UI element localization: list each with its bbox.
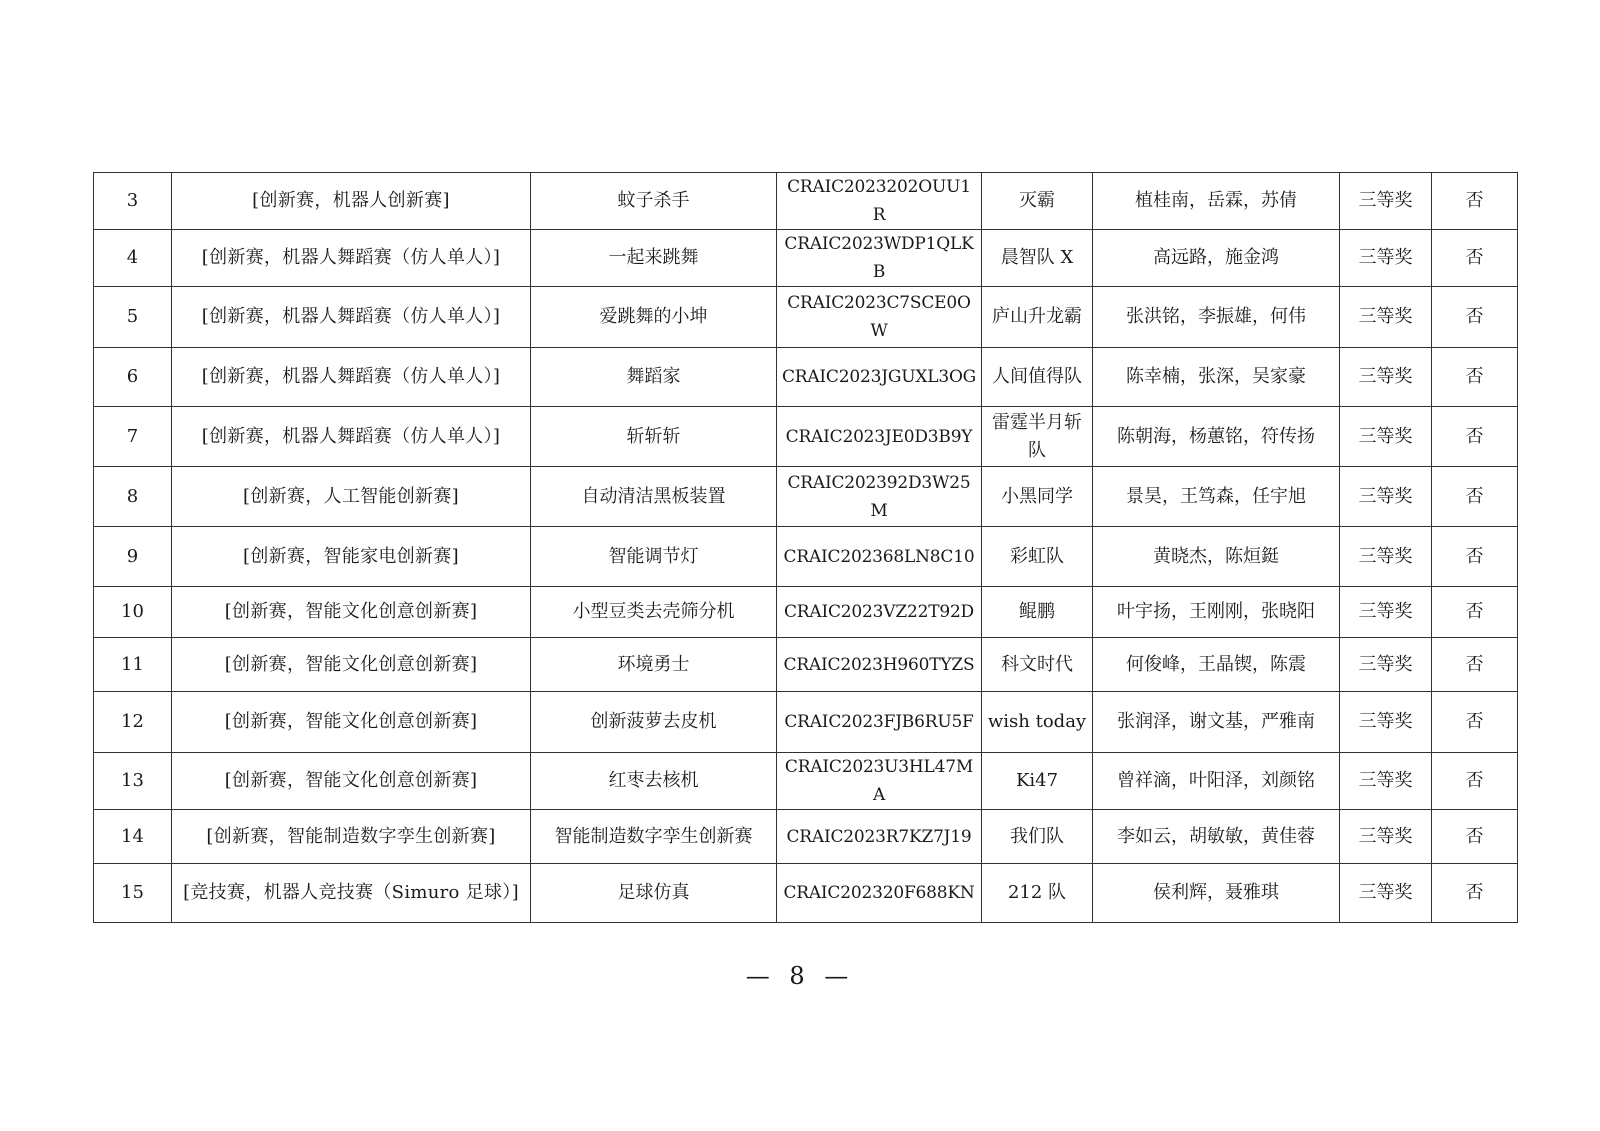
table-body xyxy=(94,173,1518,923)
award-cell: 三等奖 xyxy=(1340,527,1432,587)
table-row xyxy=(94,348,1518,407)
flag-cell: 否 xyxy=(1432,810,1518,864)
category-cell: [创新赛，机器人舞蹈赛（仿人单人）] xyxy=(172,348,531,407)
row-number-cell: 13 xyxy=(94,753,172,810)
team-name-cell: 雷霆半月斩队 xyxy=(982,407,1093,467)
work-title-cell: 爱跳舞的小坤 xyxy=(531,287,777,348)
members-cell: 张洪铭，李振雄，何伟 xyxy=(1093,287,1340,348)
team-name-cell: 庐山升龙霸 xyxy=(982,287,1093,348)
category-cell: [创新赛，智能家电创新赛] xyxy=(172,527,531,587)
table-row xyxy=(94,407,1518,467)
team-name-cell: 晨智队 X xyxy=(982,230,1093,287)
members-cell: 黄晓杰，陈烜鋌 xyxy=(1093,527,1340,587)
work-title-cell: 环境勇士 xyxy=(531,638,777,692)
flag-cell: 否 xyxy=(1432,864,1518,923)
team-name-cell: 212 队 xyxy=(982,864,1093,923)
award-cell: 三等奖 xyxy=(1340,638,1432,692)
team-name-cell: Ki47 xyxy=(982,753,1093,810)
work-code-cell: CRAIC2023FJB6RU5F xyxy=(777,692,982,753)
award-cell: 三等奖 xyxy=(1340,810,1432,864)
flag-cell: 否 xyxy=(1432,692,1518,753)
table-row xyxy=(94,692,1518,753)
table-row xyxy=(94,287,1518,348)
work-title-cell: 蚊子杀手 xyxy=(531,173,777,230)
row-number-cell: 5 xyxy=(94,287,172,348)
members-cell: 植桂南，岳霖，苏倩 xyxy=(1093,173,1340,230)
work-code-cell: CRAIC2023U3HL47MA xyxy=(777,753,982,810)
row-number-cell: 8 xyxy=(94,467,172,527)
work-code-cell: CRAIC2023202OUU1R xyxy=(777,173,982,230)
team-name-cell: 我们队 xyxy=(982,810,1093,864)
category-cell: [创新赛，机器人舞蹈赛（仿人单人）] xyxy=(172,407,531,467)
page-number: — 8 — xyxy=(745,962,855,990)
work-code-cell: CRAIC2023JE0D3B9Y xyxy=(777,407,982,467)
team-name-cell: wish today xyxy=(982,692,1093,753)
work-code-cell: CRAIC2023H960TYZS xyxy=(777,638,982,692)
category-cell: [创新赛，机器人舞蹈赛（仿人单人）] xyxy=(172,230,531,287)
row-number-cell: 15 xyxy=(94,864,172,923)
members-cell: 何俊峰，王晶锲，陈震 xyxy=(1093,638,1340,692)
flag-cell: 否 xyxy=(1432,527,1518,587)
members-cell: 曾祥滴，叶阳泽，刘颜铭 xyxy=(1093,753,1340,810)
flag-cell: 否 xyxy=(1432,230,1518,287)
team-name-cell: 小黑同学 xyxy=(982,467,1093,527)
work-title-cell: 红枣去核机 xyxy=(531,753,777,810)
row-number-cell: 7 xyxy=(94,407,172,467)
row-number-cell: 10 xyxy=(94,587,172,638)
table-row xyxy=(94,230,1518,287)
work-code-cell: CRAIC2023C7SCE0OW xyxy=(777,287,982,348)
award-table xyxy=(93,172,1518,923)
members-cell: 高远路，施金鸿 xyxy=(1093,230,1340,287)
award-cell: 三等奖 xyxy=(1340,467,1432,527)
award-cell: 三等奖 xyxy=(1340,587,1432,638)
table-row xyxy=(94,638,1518,692)
flag-cell: 否 xyxy=(1432,753,1518,810)
row-number-cell: 14 xyxy=(94,810,172,864)
work-title-cell: 小型豆类去壳筛分机 xyxy=(531,587,777,638)
row-number-cell: 6 xyxy=(94,348,172,407)
team-name-cell: 彩虹队 xyxy=(982,527,1093,587)
award-cell: 三等奖 xyxy=(1340,230,1432,287)
award-cell: 三等奖 xyxy=(1340,692,1432,753)
award-cell: 三等奖 xyxy=(1340,407,1432,467)
work-code-cell: CRAIC2023R7KZ7J19 xyxy=(777,810,982,864)
flag-cell: 否 xyxy=(1432,467,1518,527)
category-cell: [创新赛，智能制造数字孪生创新赛] xyxy=(172,810,531,864)
row-number-cell: 12 xyxy=(94,692,172,753)
flag-cell: 否 xyxy=(1432,287,1518,348)
flag-cell: 否 xyxy=(1432,407,1518,467)
work-code-cell: CRAIC2023JGUXL3OG xyxy=(777,348,982,407)
row-number-cell: 11 xyxy=(94,638,172,692)
members-cell: 陈幸楠，张深，吴家豪 xyxy=(1093,348,1340,407)
row-number-cell: 9 xyxy=(94,527,172,587)
row-number-cell: 3 xyxy=(94,173,172,230)
work-title-cell: 智能制造数字孪生创新赛 xyxy=(531,810,777,864)
work-code-cell: CRAIC2023WDP1QLKB xyxy=(777,230,982,287)
work-code-cell: CRAIC202320F688KN xyxy=(777,864,982,923)
award-cell: 三等奖 xyxy=(1340,864,1432,923)
work-title-cell: 斩斩斩 xyxy=(531,407,777,467)
category-cell: [创新赛，智能文化创意创新赛] xyxy=(172,692,531,753)
table-row xyxy=(94,527,1518,587)
award-cell: 三等奖 xyxy=(1340,287,1432,348)
flag-cell: 否 xyxy=(1432,638,1518,692)
table-row xyxy=(94,864,1518,923)
award-cell: 三等奖 xyxy=(1340,173,1432,230)
team-name-cell: 科文时代 xyxy=(982,638,1093,692)
team-name-cell: 灭霸 xyxy=(982,173,1093,230)
flag-cell: 否 xyxy=(1432,587,1518,638)
work-title-cell: 智能调节灯 xyxy=(531,527,777,587)
table-row xyxy=(94,810,1518,864)
work-code-cell: CRAIC2023VZ22T92D xyxy=(777,587,982,638)
category-cell: [创新赛，机器人创新赛] xyxy=(172,173,531,230)
award-cell: 三等奖 xyxy=(1340,348,1432,407)
work-title-cell: 舞蹈家 xyxy=(531,348,777,407)
category-cell: [创新赛，机器人舞蹈赛（仿人单人）] xyxy=(172,287,531,348)
work-title-cell: 一起来跳舞 xyxy=(531,230,777,287)
members-cell: 侯利辉，聂雅琪 xyxy=(1093,864,1340,923)
work-code-cell: CRAIC202368LN8C10 xyxy=(777,527,982,587)
members-cell: 叶宇扬，王刚刚，张晓阳 xyxy=(1093,587,1340,638)
work-title-cell: 足球仿真 xyxy=(531,864,777,923)
table-row xyxy=(94,467,1518,527)
members-cell: 景昊，王笃森，任宇旭 xyxy=(1093,467,1340,527)
category-cell: [创新赛，智能文化创意创新赛] xyxy=(172,587,531,638)
table-row xyxy=(94,753,1518,810)
table-row xyxy=(94,173,1518,230)
team-name-cell: 人间值得队 xyxy=(982,348,1093,407)
category-cell: [创新赛，人工智能创新赛] xyxy=(172,467,531,527)
flag-cell: 否 xyxy=(1432,348,1518,407)
work-title-cell: 自动清洁黑板装置 xyxy=(531,467,777,527)
table-row xyxy=(94,587,1518,638)
team-name-cell: 鲲鹏 xyxy=(982,587,1093,638)
work-code-cell: CRAIC202392D3W25M xyxy=(777,467,982,527)
award-cell: 三等奖 xyxy=(1340,753,1432,810)
category-cell: [竞技赛，机器人竞技赛（Simuro 足球）] xyxy=(172,864,531,923)
category-cell: [创新赛，智能文化创意创新赛] xyxy=(172,753,531,810)
row-number-cell: 4 xyxy=(94,230,172,287)
flag-cell: 否 xyxy=(1432,173,1518,230)
members-cell: 李如云，胡敏敏，黄佳蓉 xyxy=(1093,810,1340,864)
category-cell: [创新赛，智能文化创意创新赛] xyxy=(172,638,531,692)
members-cell: 陈朝海，杨蕙铭，符传扬 xyxy=(1093,407,1340,467)
members-cell: 张润泽，谢文基，严雅南 xyxy=(1093,692,1340,753)
work-title-cell: 创新菠萝去皮机 xyxy=(531,692,777,753)
